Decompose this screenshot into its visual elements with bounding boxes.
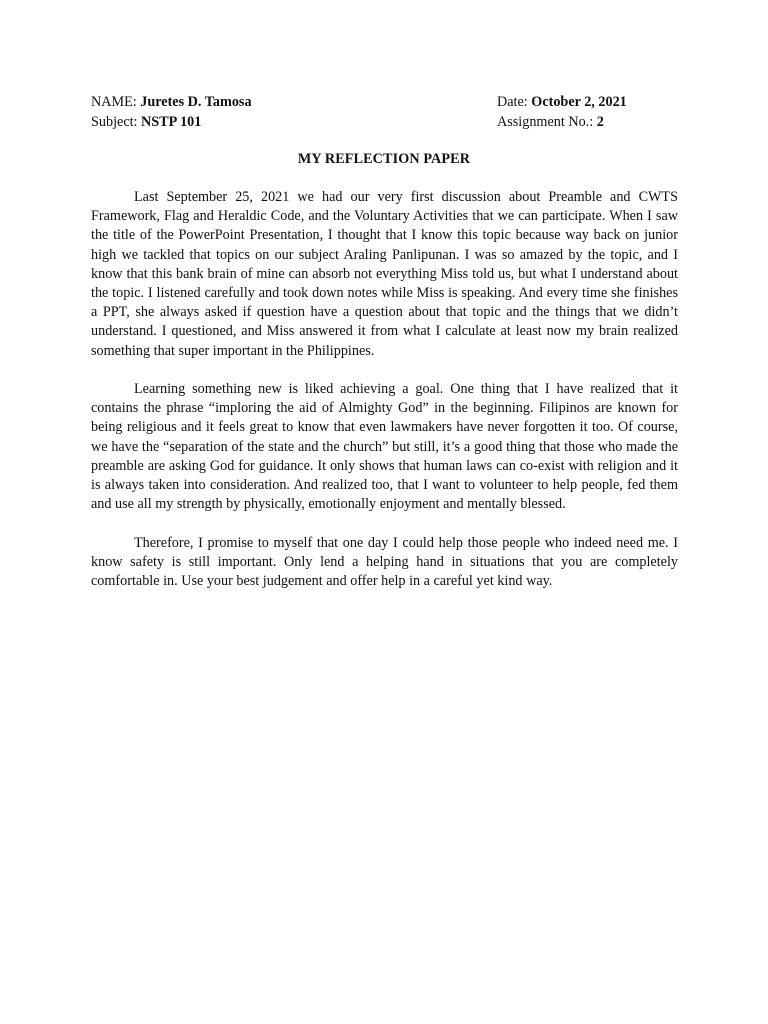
assignment-label: Assignment No.:	[497, 114, 594, 130]
assignment-field	[497, 113, 604, 131]
paragraph-2: Learning something new is liked achieving a goal. One thing that I have realized that it contains the phrase “imploring the aid of Almighty God” in the beginning. Filipinos are known for being religious and it feels great to know that even lawmakers have never forgotten it too. Of course, we have the “separation of the state and the church” but still, it’s a good thing that those who made the preamble are asking God for guidance. It only shows that human laws can co-exist with religion and it is always taken into consideration. And realized too, that I want to volunteer to help people, fed them and use all my strength by physically, emotionally enjoyment and mentally blessed.	[91, 381, 678, 513]
name-label: NAME:	[91, 94, 137, 110]
assignment-value: 2	[596, 114, 604, 130]
subject-label: Subject:	[91, 114, 138, 130]
subject-value: NSTP 101	[141, 114, 202, 130]
paragraph-1: Last September 25, 2021 we had our very first discussion about Preamble and CWTS Framework, Flag and Heraldic Code, and the Voluntary Activities that we can participate. When I saw the title of the PowerPoint Presentation, I thought that I know this topic because way back on junior high we tackled that topics on our subject Araling Panlipunan. I was so amazed by the topic, and I know that this bank brain of mine can absorb not everything Miss told us, but what I understand about the topic. I listened carefully and took down notes while Miss is speaking. And every time she finishes a PPT, she always asked if question have a question about that topic and the things that we didn’t understand. I questioned, and Miss answered it from what I calculate at least now my brain realized something that super important in the Philippines.	[91, 189, 678, 359]
date-label: Date:	[497, 94, 528, 110]
date-value: October 2, 2021	[531, 94, 627, 110]
subject-field	[91, 113, 201, 131]
reflection-body	[91, 188, 678, 610]
name-value: Juretes D. Tamosa	[140, 94, 252, 110]
name-field	[91, 93, 252, 111]
page-title: MY REFLECTION PAPER	[297, 151, 471, 167]
date-field	[497, 93, 627, 111]
paragraph-3: Therefore, I promise to myself that one day I could help those people who indeed need me. I know safety is still important. Only lend a helping hand in situations that you are completely comfortable in. Use your best judgement and offer help in a careful yet kind way.	[91, 534, 678, 590]
